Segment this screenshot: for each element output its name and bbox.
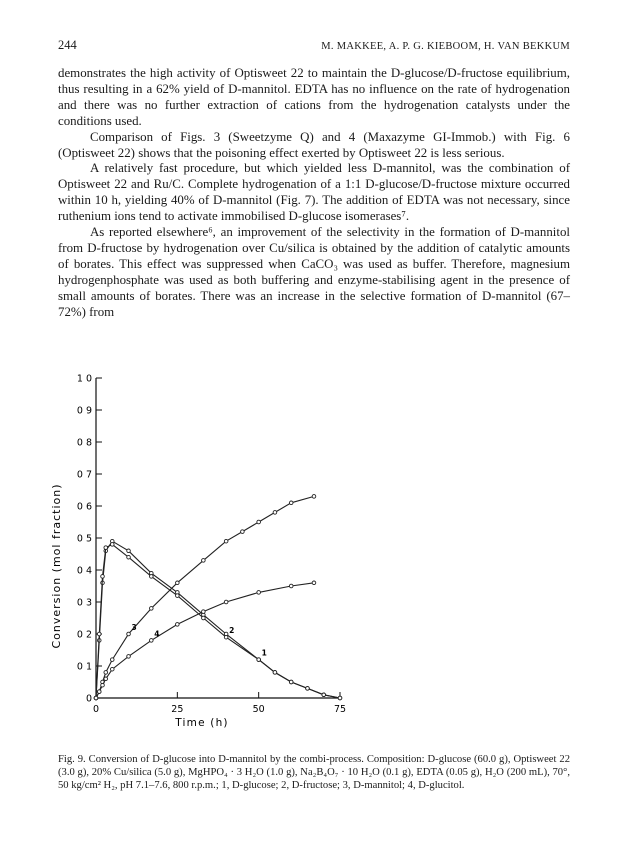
data-point <box>127 655 131 659</box>
data-point <box>289 501 293 505</box>
paragraph: A relatively fast procedure, but which yielded less D-mannitol, was the combination of Optisweet 22 and Ru/C. Complete hydrogenation of a 1:1 D-glucose/D-fructose mixture occurred within 10 h, yielding 40% of D-mannitol (Fig. 7). The addition of EDTA was not necessary, since ruthenium ions tend to activate immobilised D-glucose isomerases⁷. <box>58 161 570 224</box>
data-point <box>257 658 261 662</box>
body-text <box>58 66 570 321</box>
data-point <box>312 581 316 585</box>
data-point <box>312 495 316 499</box>
x-tick-label: 0 <box>92 704 100 715</box>
chart-axes <box>96 378 340 698</box>
data-point <box>241 530 245 534</box>
series-line-3 <box>96 496 314 698</box>
y-axis-label: Conversion (mol fraction) <box>50 483 63 649</box>
data-point <box>202 616 206 620</box>
figure-9 <box>40 368 370 738</box>
series-label: 1 <box>261 648 267 658</box>
y-tick-label: 1 0 <box>76 373 92 385</box>
data-point <box>224 539 228 543</box>
data-point <box>176 581 180 585</box>
data-point <box>101 683 105 687</box>
conversion-chart <box>40 368 370 738</box>
data-point <box>150 639 154 643</box>
y-tick-label: 0 4 <box>76 565 92 577</box>
x-tick-label: 25 <box>171 704 184 715</box>
data-point <box>257 520 261 524</box>
data-point <box>338 696 342 700</box>
data-point <box>104 677 108 681</box>
data-point <box>94 696 98 700</box>
data-point <box>97 690 101 694</box>
data-point <box>257 591 261 595</box>
data-point <box>289 584 293 588</box>
data-point <box>97 632 101 636</box>
x-axis-label: Time (h) <box>175 717 229 729</box>
data-point <box>289 680 293 684</box>
data-point <box>224 600 228 604</box>
data-point <box>104 546 108 550</box>
series-line-1 <box>96 541 340 698</box>
x-tick-label: 50 <box>252 704 265 715</box>
series-label: 3 <box>131 623 137 632</box>
chart-series <box>94 495 342 700</box>
paragraph: As reported elsewhere⁶, an improvement of the selectivity in the formation of D-mannitol from D-fructose by hydrogenation over Cu/silica is obtained by the addition of catalytic amounts of borates. This effect was suppressed when CaCO₃ was used as buffer. Therefore, magnesium hydrogenphosphate was used as both buffering and enzyme-stabilising agent in the presence of small amounts of borates. There was an increase in the selective formation of D-mannitol (67–72%) from <box>58 225 570 319</box>
series-line-2 <box>96 544 340 698</box>
data-point <box>273 511 277 515</box>
data-point <box>101 575 105 579</box>
data-point <box>110 658 114 662</box>
data-point <box>176 594 180 598</box>
y-tick-label: 0 5 <box>76 533 92 545</box>
data-point <box>202 610 206 614</box>
data-point <box>127 555 131 559</box>
data-point <box>127 549 131 553</box>
data-point <box>322 693 326 697</box>
data-point <box>224 635 228 639</box>
x-tick-label: 75 <box>333 704 347 715</box>
y-tick-label: 0 1 <box>76 661 92 673</box>
series-label: 2 <box>229 626 235 636</box>
paragraph: Comparison of Figs. 3 (Sweetzyme Q) and 4 (Maxazyme GI-Immob.) with Fig. 6 (Optisweet 22) shows that the poisoning effect exerted by Optisweet 22 is less serious. <box>58 129 570 160</box>
y-tick-label: 0 2 <box>76 629 92 641</box>
data-point <box>202 559 206 563</box>
running-header <box>58 38 570 53</box>
data-point <box>127 632 131 636</box>
y-tick-label: 0 6 <box>76 501 92 513</box>
y-tick-label: 0 <box>85 693 92 705</box>
data-point <box>110 543 114 547</box>
data-point <box>110 667 114 671</box>
y-tick-label: 0 9 <box>76 405 92 417</box>
data-point <box>104 671 108 675</box>
series-label: 4 <box>154 629 160 639</box>
running-authors: M. MAKKEE, A. P. G. KIEBOOM, H. VAN BEKKUM <box>321 41 570 52</box>
series-line-4 <box>96 583 314 698</box>
data-point <box>273 671 277 675</box>
paragraph: demonstrates the high activity of Optisweet 22 to maintain the D-glucose/D-fructose equilibrium, thus resulting in a 62% yield of D-mannitol. EDTA has no influence on the rate of hydrogenation and there was no further extraction of cations from the hydrogenation catalysts under the conditions used. <box>58 66 570 128</box>
data-point <box>306 687 310 691</box>
data-point <box>176 623 180 627</box>
page-number: 244 <box>58 38 77 52</box>
figure-caption: Fig. 9. Conversion of D-glucose into D-mannitol by the combi-process. Composition: D-glucose (60.0 g), Optisweet 22 (3.0 g), 20% Cu/silica (5.0 g), MgHPO₄ · 3 H₂O (1.0 g), Na₂B₄O₇ · 10 H₂O (0.1 g), EDTA (0.05 g), H₂O (200 mL), 70°, 50 kg/cm² H₂, pH 7.1–7.6, 800 r.p.m.; 1, D-glucose; 2, D-fructose; 3, D-mannitol; 4, D-glucitol. <box>58 754 570 792</box>
y-tick-label: 0 3 <box>76 597 92 609</box>
data-point <box>150 575 154 579</box>
y-tick-label: 0 7 <box>76 469 92 481</box>
data-point <box>150 607 154 611</box>
y-tick-label: 0 8 <box>76 437 92 449</box>
